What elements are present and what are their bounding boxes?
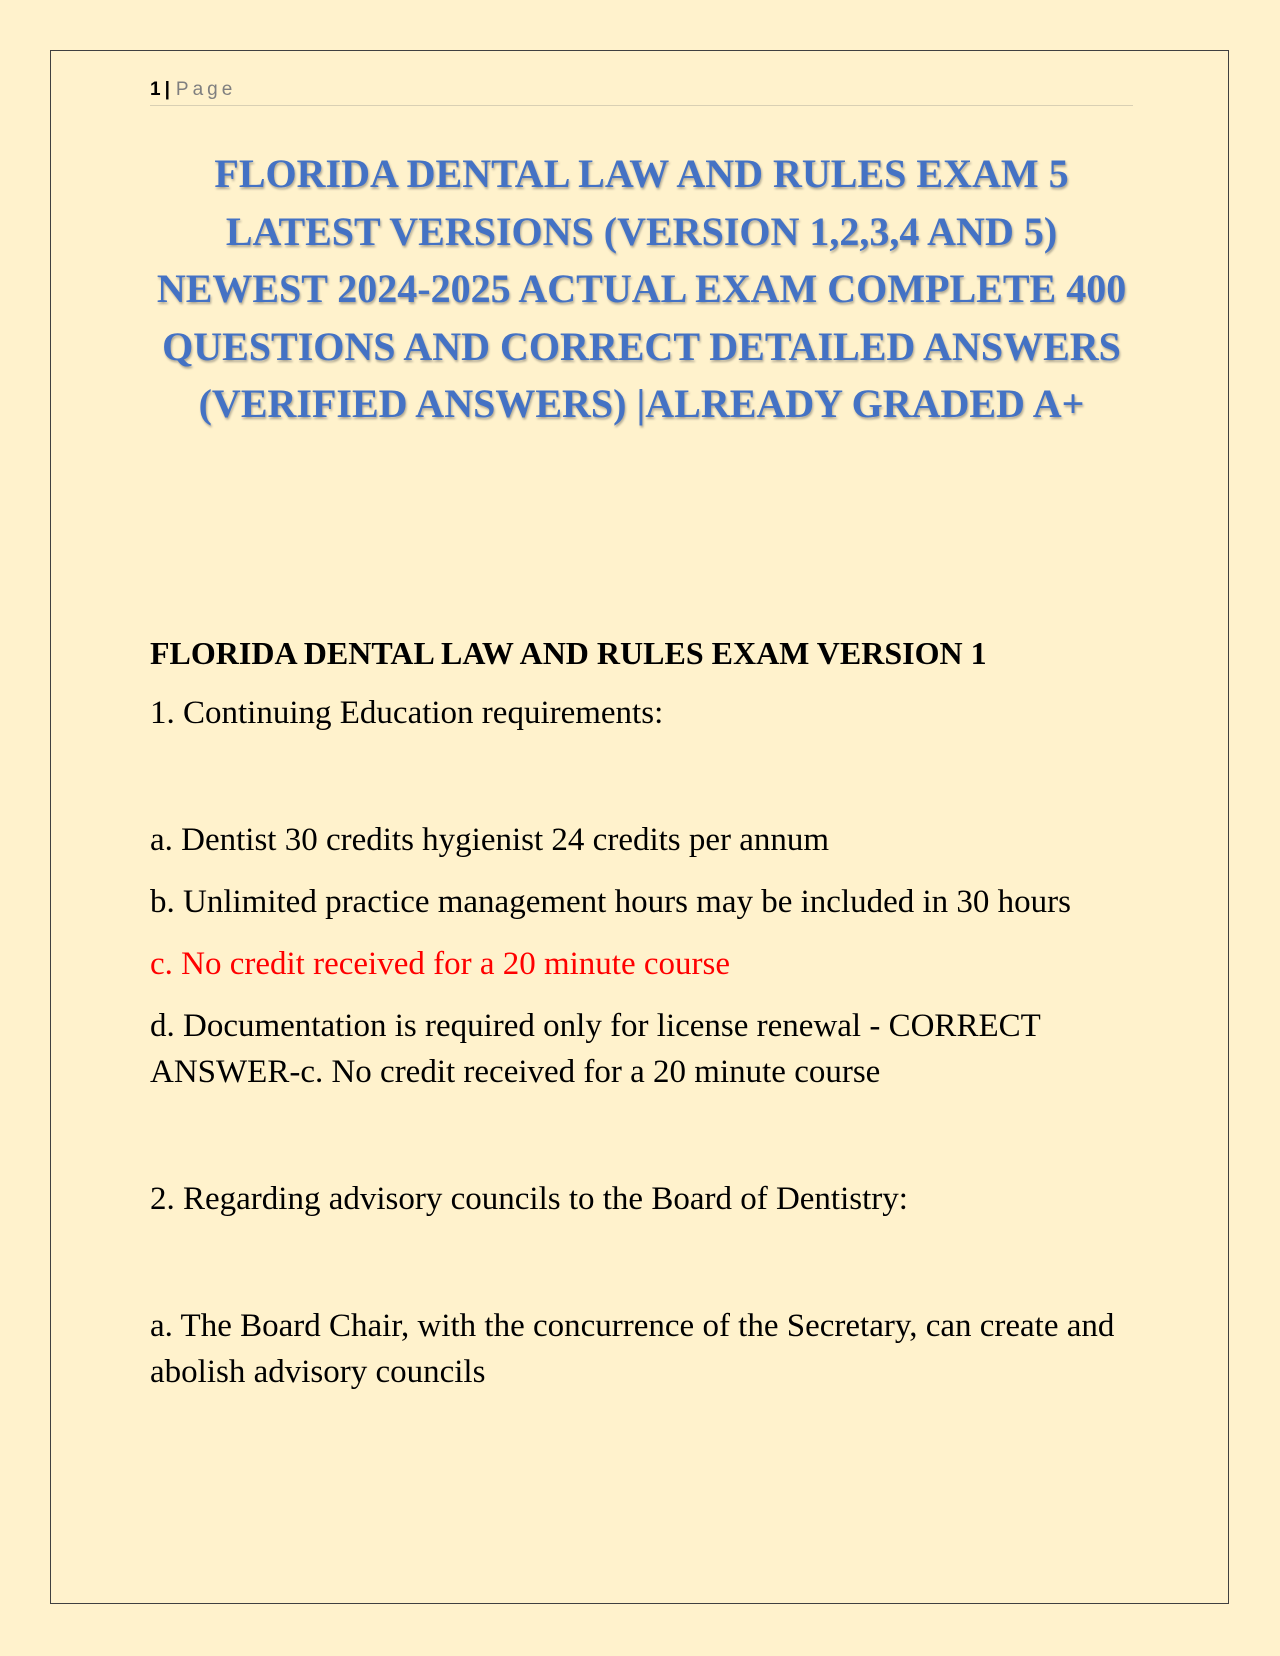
page-number: 1 [150, 79, 161, 100]
section-heading: FLORIDA DENTAL LAW AND RULES EXAM VERSION 1 [150, 635, 987, 671]
question-prompt: 1. Continuing Education requirements: [150, 695, 664, 731]
answer-option-a: a. The Board Chair, with the concurrence of the Secretary, can create and abolish advisory councils [150, 1308, 1115, 1390]
answer-option-b: b. Unlimited practice management hours may be included in 30 hours [150, 884, 1072, 920]
answer-option-a: a. Dentist 30 credits hygienist 24 credits per annum [150, 822, 830, 858]
page-header-separator: | [164, 79, 170, 100]
question-2 [150, 1176, 1133, 1395]
document-title: FLORIDA DENTAL LAW AND RULES EXAM 5 LATEST VERSIONS (VERSION 1,2,3,4 AND 5) NEWEST 2024-2025 ACTUAL EXAM COMPLETE 400 QUESTIONS AND CORRECT DETAILED ANSWERS (VERIFIED ANSWERS) |ALREADY GRADED A+ [156, 151, 1127, 426]
question-1 [150, 690, 1133, 1095]
answer-option-d-with-correct-answer: d. Documentation is required only for license renewal - CORRECT ANSWER-c. No credit received for a 20 minute course [150, 1008, 1041, 1090]
page-header [150, 77, 1133, 106]
question-prompt: 2. Regarding advisory councils to the Board of Dentistry: [150, 1181, 908, 1217]
answer-option-c-highlighted: c. No credit received for a 20 minute course [150, 946, 730, 982]
document-body [150, 630, 1133, 1395]
page-label: Page [175, 79, 237, 100]
